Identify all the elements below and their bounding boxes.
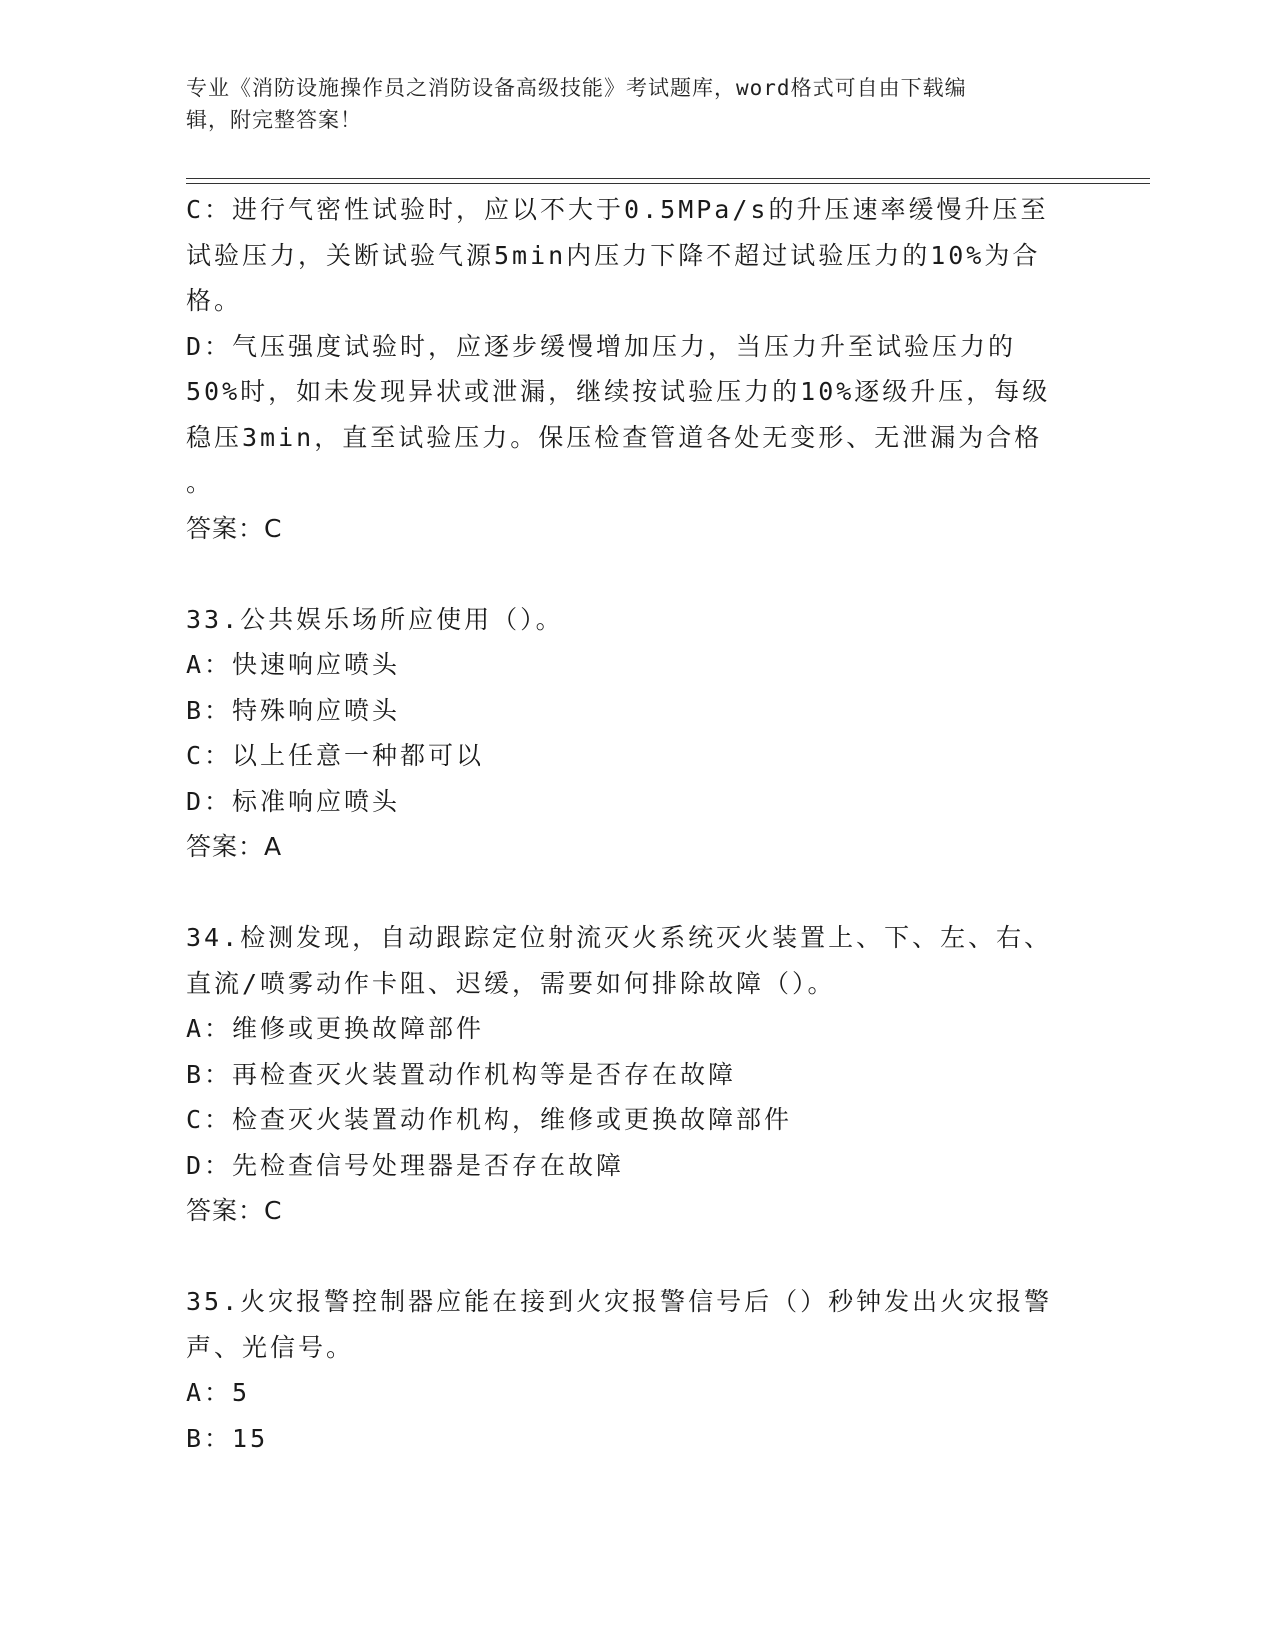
option-c-line-1: C：进行气密性试验时，应以不大于0.5MPa/s的升压速率缓慢升压至	[186, 195, 1049, 224]
option-c: C：检查灭火装置动作机构，维修或更换故障部件	[186, 1105, 793, 1134]
option-c-line-3: 格。	[186, 286, 243, 315]
header-line-2: 辑，附完整答案！	[186, 108, 362, 132]
option-d: D：先检查信号处理器是否存在故障	[186, 1150, 625, 1180]
header-divider	[186, 178, 1150, 184]
option-d: D：标准响应喷头	[186, 786, 401, 816]
option-a: A：维修或更换故障部件	[186, 1014, 485, 1043]
question-text-line-1: 34.检测发现，自动跟踪定位射流灭火系统灭火装置上、下、左、右、	[186, 923, 1053, 952]
question-text: 33.公共娱乐场所应使用（）。	[186, 604, 564, 634]
answer: 答案：A	[186, 832, 283, 861]
option-b: B：再检查灭火装置动作机构等是否存在故障	[186, 1059, 737, 1089]
option-d-line-2: 50%时，如未发现异状或泄漏，继续按试验压力的10%逐级升压，每级	[186, 377, 1051, 406]
question-34	[186, 915, 1086, 1234]
question-35	[186, 1279, 1086, 1461]
option-c: C：以上任意一种都可以	[186, 741, 485, 770]
document-header	[186, 72, 1066, 136]
prev-question	[186, 187, 1086, 551]
option-a: A：快速响应喷头	[186, 650, 401, 679]
option-d-line-4: 。	[186, 468, 215, 497]
spacer	[186, 551, 1086, 597]
option-a: A：5	[186, 1378, 251, 1407]
question-text-line-2: 直流/喷雾动作卡阻、迟缓，需要如何排除故障（）。	[186, 968, 836, 998]
question-text-line-2: 声、光信号。	[186, 1332, 355, 1362]
option-b: B：15	[186, 1423, 269, 1453]
spacer	[186, 870, 1086, 916]
option-d-line-1: D：气压强度试验时，应逐步缓慢增加压力，当压力升至试验压力的	[186, 331, 1017, 361]
question-content	[186, 187, 1086, 1461]
answer: 答案：C	[186, 1196, 283, 1225]
header-line-1: 专业《消防设施操作员之消防设备高级技能》考试题库，word格式可自由下载编	[186, 76, 967, 100]
question-33	[186, 597, 1086, 870]
answer: 答案：C	[186, 513, 283, 543]
option-c-line-2: 试验压力，关断试验气源5min内压力下降不超过试验压力的10%为合	[186, 240, 1041, 270]
option-b: B：特殊响应喷头	[186, 695, 401, 725]
spacer	[186, 1234, 1086, 1280]
option-d-line-3: 稳压3min，直至试验压力。保压检查管道各处无变形、无泄漏为合格	[186, 422, 1043, 452]
question-text-line-1: 35.火灾报警控制器应能在接到火灾报警信号后（）秒钟发出火灾报警	[186, 1287, 1053, 1316]
